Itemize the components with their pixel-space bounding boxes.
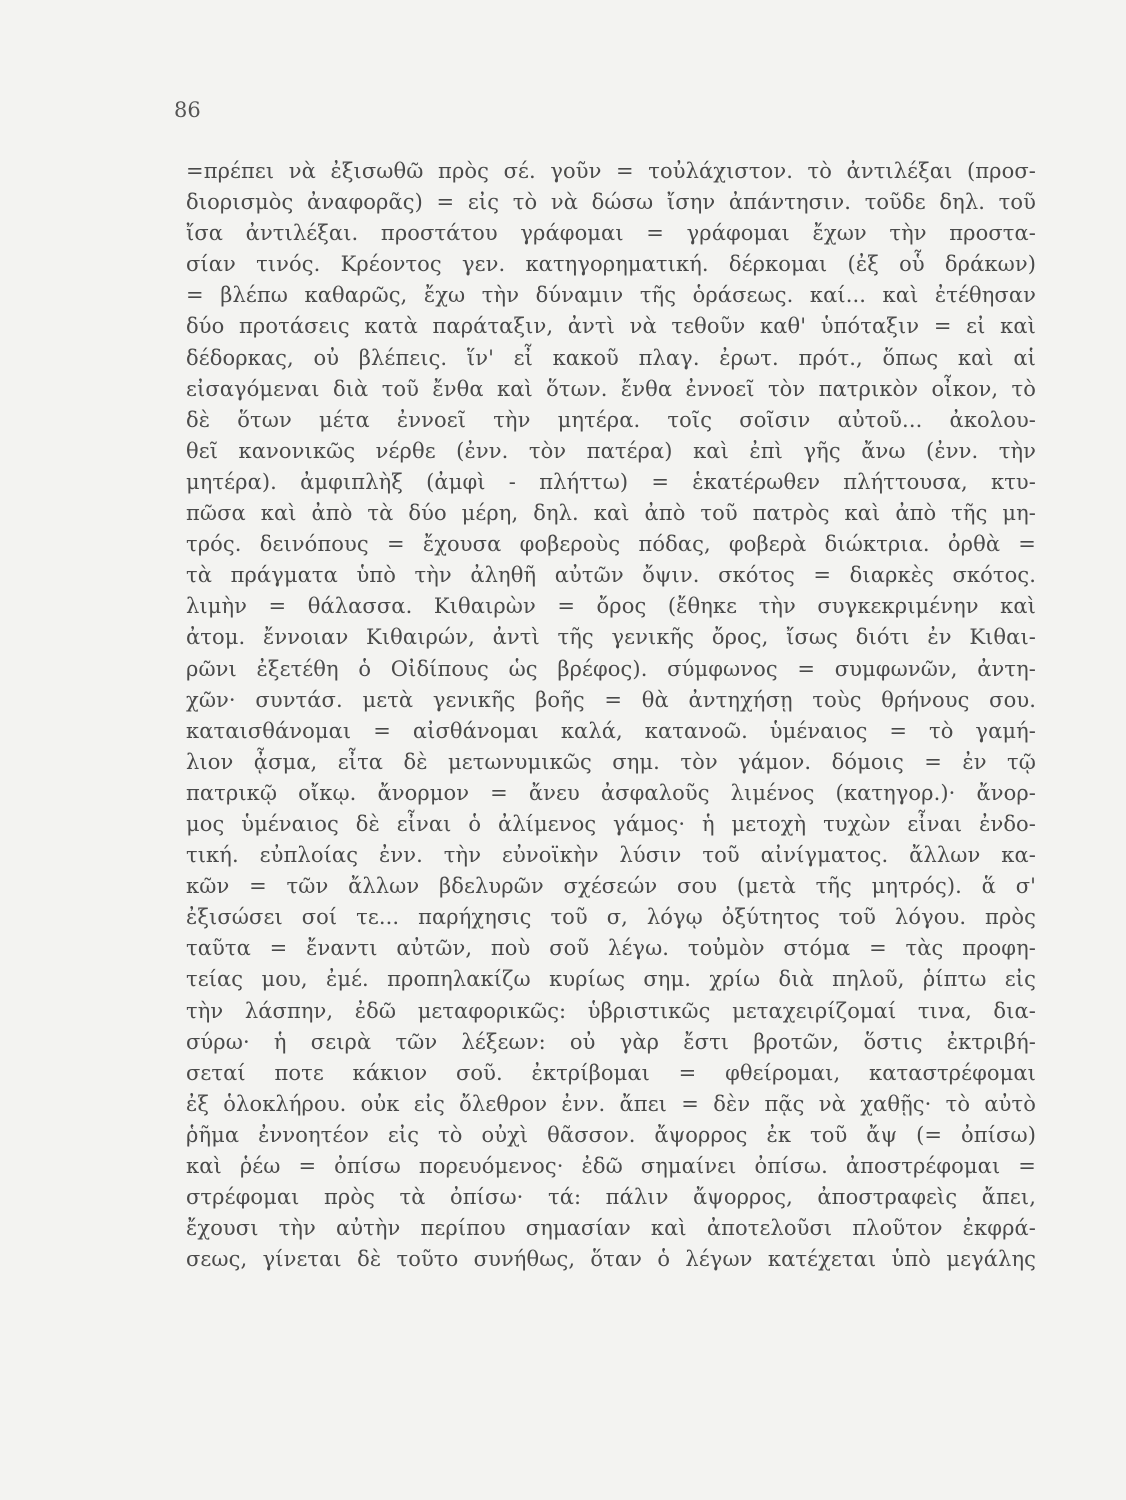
text-line: ταῦτα = ἔναντι αὐτῶν, ποὺ σοῦ λέγω. τοὐμὸν στόμα = τὰς προφη- — [186, 936, 1036, 961]
text-line: θεῖ κανονικῶς νέρθε (ἐνν. τὸν πατέρα) καὶ ἐπὶ γῆς ἄνω (ἐνν. τὴν — [186, 438, 1036, 463]
text-line: καὶ ῥέω = ὀπίσω πορευόμενος· ἐδῶ σημαίνει ὀπίσω. ἀποστρέφομαι = — [186, 1154, 1036, 1178]
text-line: πατρικῷ οἴκῳ. ἄνορμον = ἄνευ ἀσφαλοῦς λιμένος (κατηγορ.)· ἄνορ- — [186, 780, 1036, 805]
text-line: δύο προτάσεις κατὰ παράταξιν, ἀντὶ νὰ τεθοῦν καθ' ὑπόταξιν = εἰ καὶ — [186, 314, 1036, 339]
text-line: τική. εὐπλοίας ἐνν. τὴν εὐνοϊκὴν λύσιν τοῦ αἰνίγματος. ἄλλων κα- — [186, 843, 1036, 868]
text-line: εἰσαγόμεναι διὰ τοῦ ἔνθα καὶ ὅτων. ἔνθα ἐννοεῖ τὸν πατρικὸν οἶκον, τὸ — [186, 376, 1036, 401]
text-line: ἐξισώσει σοί τε... παρήχησις τοῦ σ, λόγῳ ὀξύτητος τοῦ λόγου. πρὸς — [186, 905, 1036, 930]
text-line: μητέρα). ἀμφιπλὴξ (ἀμφὶ - πλήττω) = ἑκατέρωθεν πλήττουσα, κτυ- — [186, 469, 1036, 494]
text-line: πῶσα καὶ ἀπὸ τὰ δύο μέρη, δηλ. καὶ ἀπὸ τοῦ πατρὸς καὶ ἀπὸ τῆς μη- — [186, 501, 1036, 526]
text-line: τὰ πράγματα ὑπὸ τὴν ἀληθῆ αὐτῶν ὄψιν. σκότος = διαρκὲς σκότος. — [186, 563, 1036, 588]
text-line: διορισμὸς ἀναφορᾶς) = εἰς τὸ νὰ δώσω ἴσην ἀπάντησιν. τοῦδε δηλ. τοῦ — [186, 190, 1036, 215]
text-line: σίαν τινός. Κρέοντος γεν. κατηγορηματική. δέρκομαι (ἐξ οὗ δράκων) — [186, 252, 1036, 277]
commentary-text — [186, 156, 1036, 1275]
text-line: τρός. δεινόπους = ἔχουσα φοβεροὺς πόδας, φοβερὰ διώκτρια. ὀρθὰ = — [186, 532, 1036, 557]
text-line: ῥῆμα ἐννοητέον εἰς τὸ οὐχὶ θᾶσσον. ἄψορρος ἐκ τοῦ ἄψ (= ὀπίσω) — [186, 1122, 1036, 1147]
text-line: κῶν = τῶν ἄλλων βδελυρῶν σχέσεών σου (μετὰ τῆς μητρός). ἅ σ' — [186, 874, 1036, 899]
text-line: σεταί ποτε κάκιον σοῦ. ἐκτρίβομαι = φθείρομαι, καταστρέφομαι — [186, 1060, 1036, 1085]
page-number: 86 — [174, 98, 201, 122]
text-line: ἔχουσι τὴν αὐτὴν περίπου σημασίαν καὶ ἀποτελοῦσι πλοῦτον ἐκφρά- — [186, 1216, 1036, 1241]
text-line: μος ὑμέναιος δὲ εἶναι ὁ ἀλίμενος γάμος· ἡ μετοχὴ τυχὼν εἶναι ἐνδο- — [186, 811, 1036, 836]
text-line: στρέφομαι πρὸς τὰ ὀπίσω· τά: πάλιν ἄψορρος, ἀποστραφεὶς ἄπει, — [186, 1185, 1036, 1210]
text-line: λιμὴν = θάλασσα. Κιθαιρὼν = ὄρος (ἔθηκε τὴν συγκεκριμένην καὶ — [186, 594, 1036, 619]
text-line: ἐξ ὁλοκλήρου. οὐκ εἰς ὄλεθρον ἐνν. ἄπει = δὲν πᾷς νὰ χαθῇς· τὸ αὐτὸ — [186, 1091, 1036, 1116]
text-line: σύρω· ἡ σειρὰ τῶν λέξεων: οὐ γὰρ ἔστι βροτῶν, ὅστις ἐκτριβή- — [186, 1029, 1036, 1054]
text-line: ἀτομ. ἔννοιαν Κιθαιρών, ἀντὶ τῆς γενικῆς ὄρος, ἴσως διότι ἐν Κιθαι- — [186, 625, 1036, 650]
text-line: δὲ ὅτων μέτα ἐννοεῖ τὴν μητέρα. τοῖς σοῖσιν αὐτοῦ... ἀκολου- — [186, 407, 1036, 432]
text-line: τὴν λάσπην, ἐδῶ μεταφορικῶς: ὑβριστικῶς μεταχειρίζομαί τινα, δια- — [186, 998, 1036, 1023]
text-line: = βλέπω καθαρῶς, ἔχω τὴν δύναμιν τῆς ὁράσεως. καί... καὶ ἐτέθησαν — [186, 283, 1036, 308]
text-line: δέδορκας, οὐ βλέπεις. ἵν' εἶ κακοῦ πλαγ. ἐρωτ. πρότ., ὅπως καὶ αἱ — [186, 345, 1036, 370]
text-line: λιον ᾆσμα, εἶτα δὲ μετωνυμικῶς σημ. τὸν γάμον. δόμοις = ἐν τῷ — [186, 749, 1036, 774]
text-line: χῶν· συντάσ. μετὰ γενικῆς βοῆς = θὰ ἀντηχήσῃ τοὺς θρήνους σου. — [186, 687, 1036, 712]
text-line: =πρέπει νὰ ἐξισωθῶ πρὸς σέ. γοῦν = τοὐλάχιστον. τὸ ἀντιλέξαι (προσ- — [186, 159, 1036, 183]
text-line: τείας μου, ἐμέ. προπηλακίζω κυρίως σημ. χρίω διὰ πηλοῦ, ῥίπτω εἰς — [186, 967, 1036, 992]
text-line: ἴσα ἀντιλέξαι. προστάτου γράφομαι = γράφομαι ἔχων τὴν προστα- — [186, 221, 1036, 246]
text-line: καταισθάνομαι = αἰσθάνομαι καλά, κατανοῶ. ὑμέναιος = τὸ γαμή- — [186, 718, 1036, 743]
text-line: σεως, γίνεται δὲ τοῦτο συνήθως, ὅταν ὁ λέγων κατέχεται ὑπὸ μεγάλης — [186, 1247, 1036, 1272]
text-line: ρῶνι ἐξετέθη ὁ Οἰδίπους ὡς βρέφος). σύμφωνος = συμφωνῶν, ἀντη- — [186, 656, 1036, 681]
